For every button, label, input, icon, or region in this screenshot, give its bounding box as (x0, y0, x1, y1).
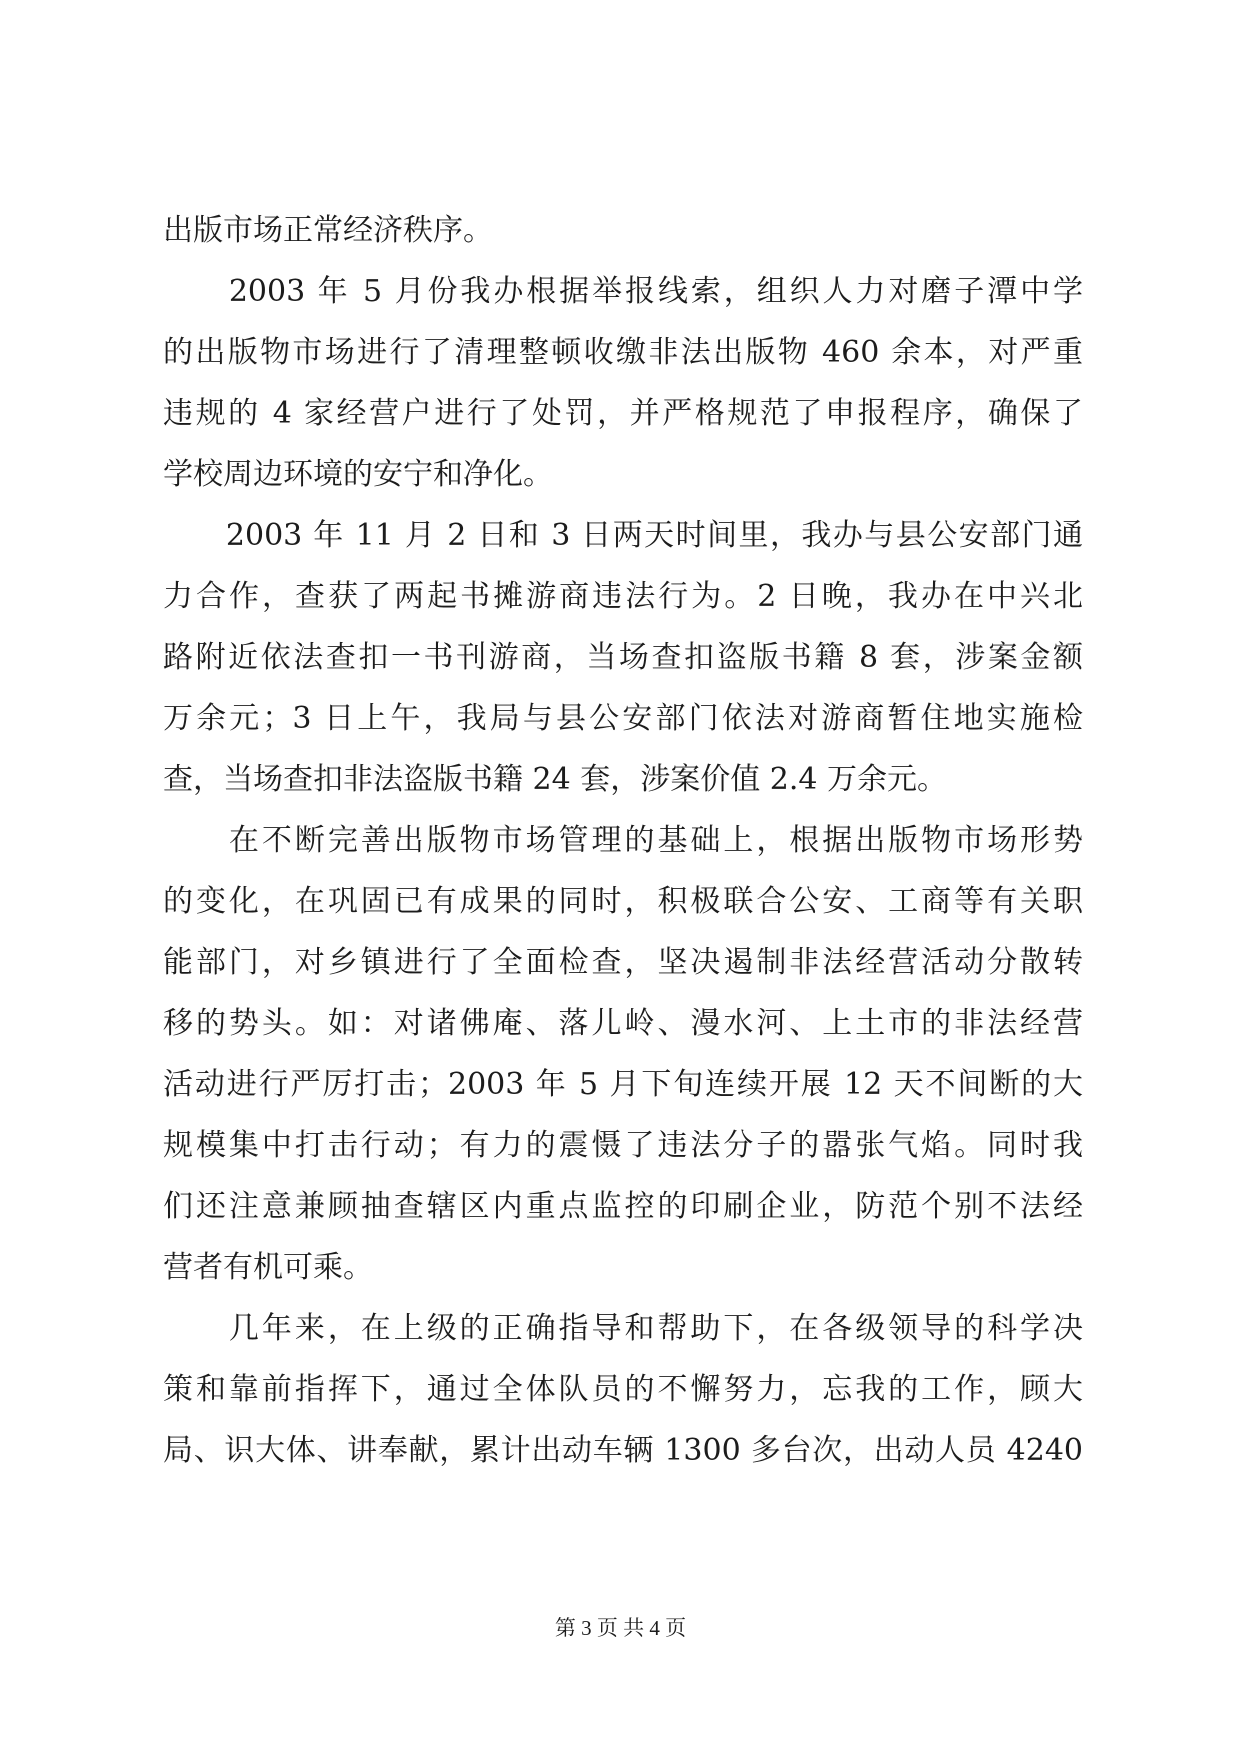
text-line: 万余元；3 日上午，我局与县公安部门依法对游商暂住地实施检 (163, 701, 1083, 736)
text-line: 违规的 4 家经营户进行了处罚，并严格规范了申报程序，确保了 (163, 396, 1083, 431)
text-line: 2003 年 5 月份我办根据举报线索，组织人力对磨子潭中学 (163, 274, 1083, 309)
text-line: 规模集中打击行动；有力的震慑了违法分子的嚣张气焰。同时我 (163, 1128, 1083, 1163)
text-line: 查，当场查扣非法盗版书籍 24 套，涉案价值 2.4 万余元。 (163, 762, 948, 797)
text-line: 能部门，对乡镇进行了全面检查，坚决遏制非法经营活动分散转 (163, 945, 1083, 980)
page-number-label: 第 3 页 共 4 页 (554, 1616, 687, 1640)
text-line: 学校周边环境的安宁和净化。 (163, 457, 553, 492)
text-line: 策和靠前指挥下，通过全体队员的不懈努力，忘我的工作，顾大 (163, 1372, 1083, 1407)
text-line: 几年来，在上级的正确指导和帮助下，在各级领导的科学决 (163, 1311, 1083, 1346)
text-line: 活动进行严厉打击；2003 年 5 月下旬连续开展 12 天不间断的大 (163, 1067, 1083, 1102)
text-line: 移的势头。如：对诸佛庵、落儿岭、漫水河、上土市的非法经营 (163, 1006, 1083, 1041)
text-line: 营者有机可乘。 (163, 1250, 373, 1285)
text-line: 的变化，在巩固已有成果的同时，积极联合公安、工商等有关职 (163, 884, 1083, 919)
page-footer (0, 1612, 1241, 1642)
text-line: 力合作，查获了两起书摊游商违法行为。2 日晚，我办在中兴北 (163, 579, 1083, 614)
text-line: 在不断完善出版物市场管理的基础上，根据出版物市场形势 (163, 823, 1083, 858)
body-text (163, 200, 1083, 1481)
text-line: 2003 年 11 月 2 日和 3 日两天时间里，我办与县公安部门通 (163, 518, 1083, 553)
text-line: 的出版物市场进行了清理整顿收缴非法出版物 460 余本，对严重 (163, 335, 1083, 370)
text-line: 们还注意兼顾抽查辖区内重点监控的印刷企业，防范个别不法经 (163, 1189, 1083, 1224)
text-line: 局、识大体、讲奉献，累计出动车辆 1300 多台次，出动人员 4240 (163, 1433, 1083, 1468)
text-line: 出版市场正常经济秩序。 (163, 213, 493, 248)
text-line: 路附近依法查扣一书刊游商，当场查扣盗版书籍 8 套，涉案金额 (163, 640, 1083, 675)
